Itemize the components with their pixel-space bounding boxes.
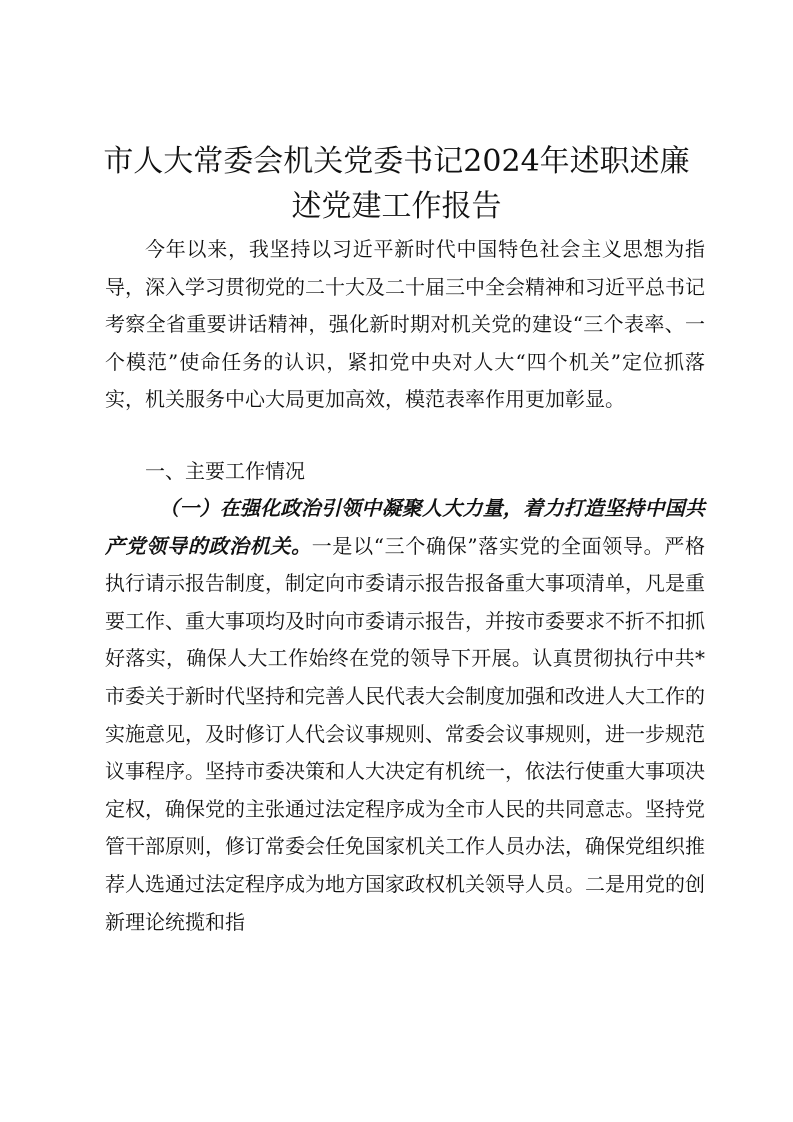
report-title-line-1: 市人大常委会机关党委书记2024年述职述廉 xyxy=(103,144,690,179)
report-title-line-2: 述党建工作报告 xyxy=(291,189,502,224)
section-1-text: 一是以“三个确保”落实党的全面领导。严格执行请示报告制度，制定向市委请示报告报备重大事项清单，凡是重要工作、重大事项均及时向市委请示报告，并按市委要求不折不扣抓好落实，确保人大工作始终在党的领导下开展。认真贯彻执行中共*市委关于新时代坚持和完善人民代表大会制度加强和改进人大工作的实施意见，及时修订人代会议事规则、常委会议事规则，进一步规范议事程序。坚持市委决策和人大决定有机统一，依法行使重大事项决定权，确保党的主张通过法定程序成为全市人民的共同意志。坚持党管干部原则，修订常委会任免国家机关工作人员办法，确保党组织推荐人选通过法定程序成为地方国家政权机关领导人员。二是用党的创新理论统揽和指 xyxy=(105,533,706,934)
section-1-paragraph xyxy=(105,490,705,941)
intro-paragraph: 今年以来，我坚持以习近平新时代中国特色社会主义思想为指导，深入学习贯彻党的二十大及二十届三中全会精神和习近平总书记考察全省重要讲话精神，强化新时期对机关党的建设“三个表率、一个模范”使命任务的认识，紧扣党中央对人大“四个机关”定位抓落实，机关服务中心大局更加高效，模范表率作用更加彰显。 xyxy=(105,237,705,411)
section-heading-main-work: 一、主要工作情况 xyxy=(145,459,305,483)
section-1-subheading: （一）在强化政治引领中凝聚人大力量，着力打造坚持中国共产党领导的政治机关。 xyxy=(105,496,705,558)
